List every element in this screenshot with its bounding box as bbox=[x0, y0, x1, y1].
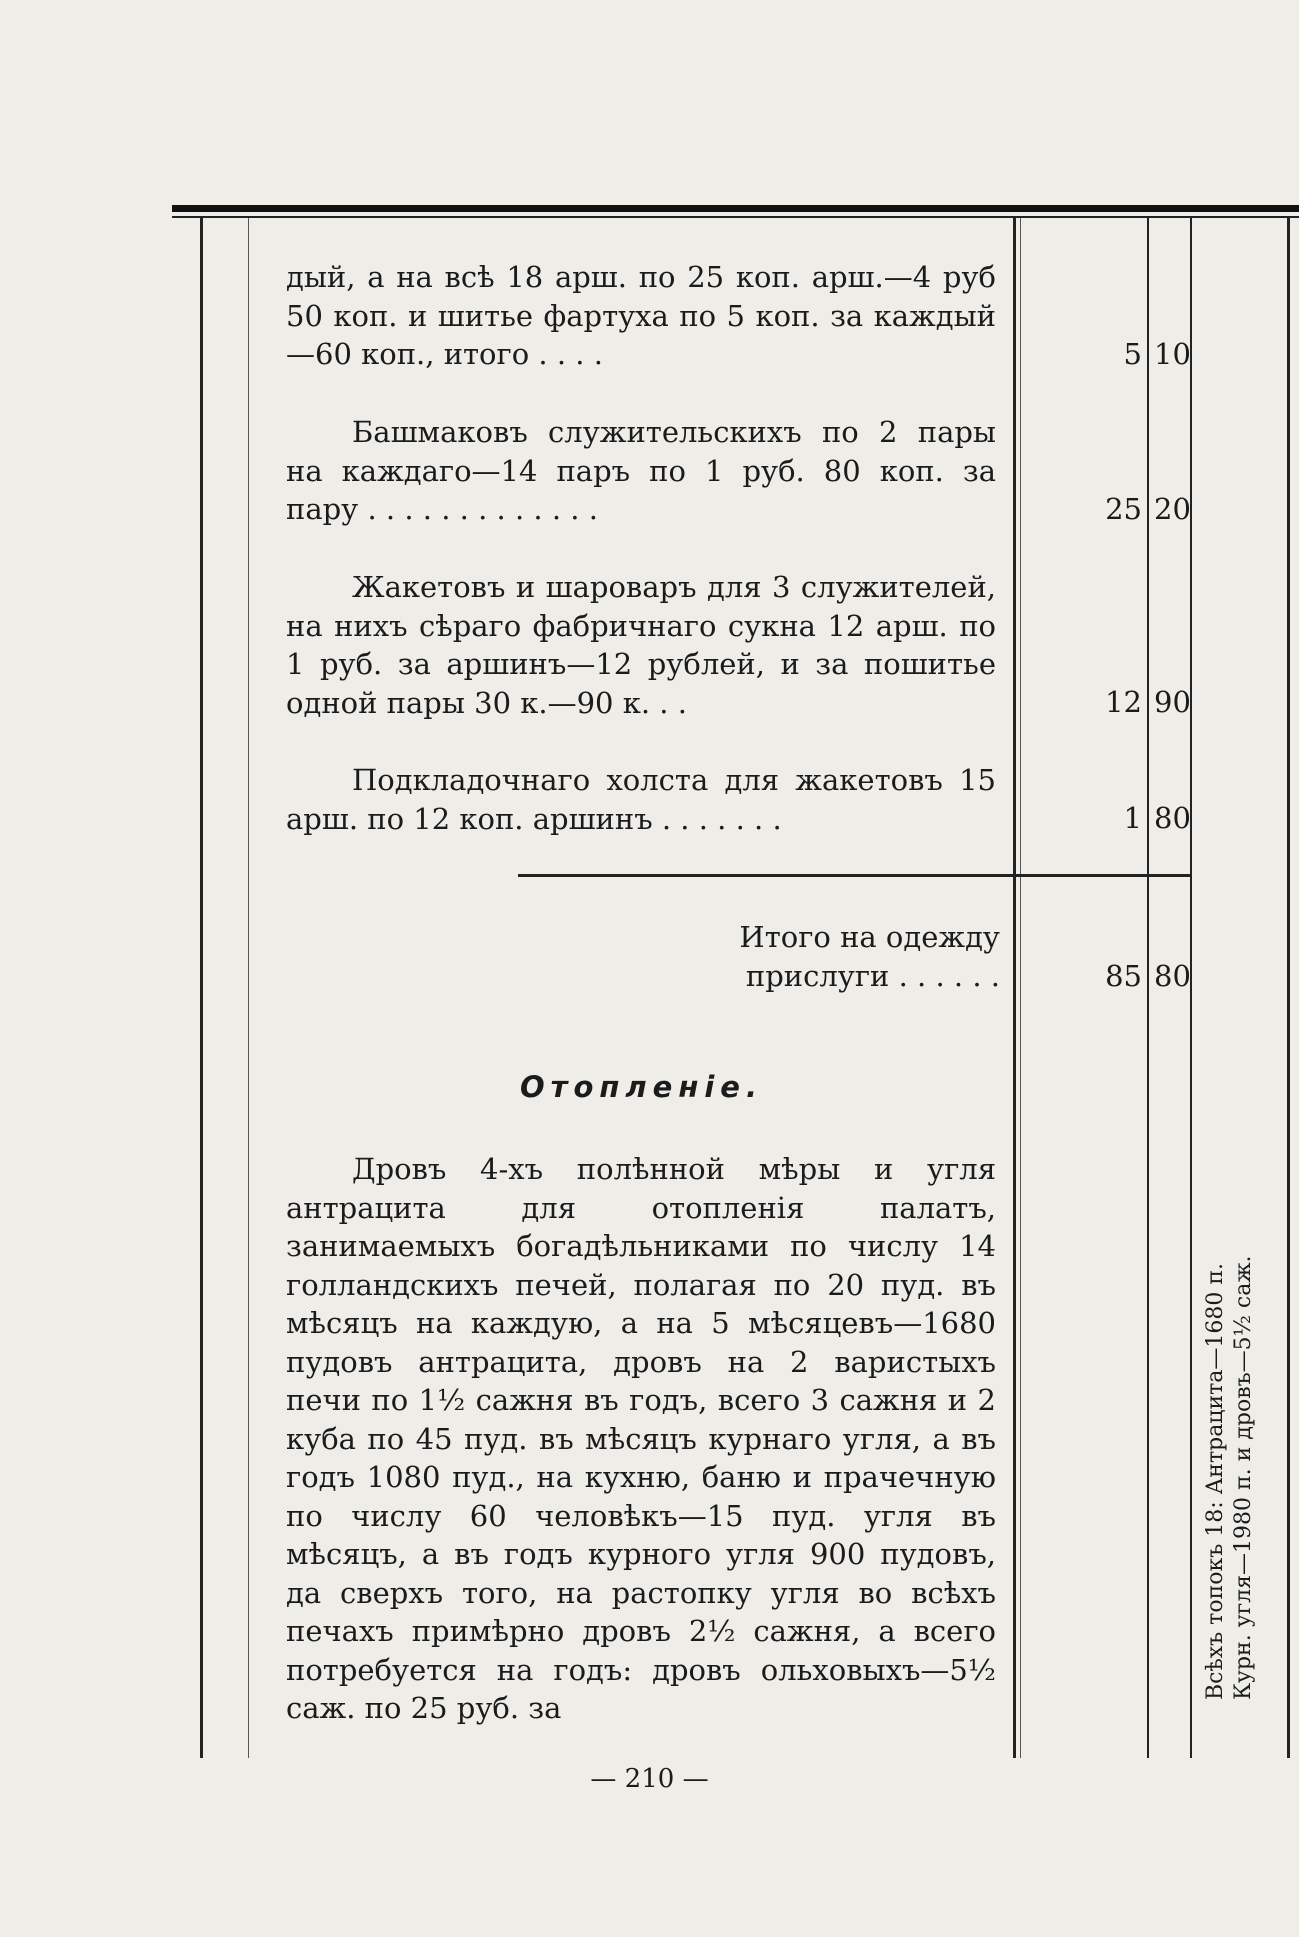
subtotal-rule bbox=[518, 874, 1191, 877]
subtotal-kopecks: 80 bbox=[1154, 959, 1191, 993]
entry-4-rubles: 1 bbox=[1123, 801, 1142, 835]
entry-1-rubles: 5 bbox=[1123, 337, 1142, 371]
column-rule-amount-left bbox=[1013, 218, 1016, 1758]
margin-note bbox=[1202, 1230, 1258, 1700]
margin-note-line-2: Курн. угля—1980 п. и дровъ—5½ саж. bbox=[1231, 1255, 1256, 1700]
heating-paragraph: Дровъ 4-хъ полѣнной мѣры и угля антрацита для отопленія палатъ, занимаемыхъ богадѣльниками по числу 14 голландскихъ печей, полагая по 20 пуд. въ мѣсяцъ на каждую, а на 5 мѣсяцевъ—1680 пудовъ антрацита, дровъ на 2 варистыхъ печи по 1½ сажня въ годъ, всего 3 сажня и 2 куба по 45 пуд. въ мѣсяцъ курнаго угля, а въ годъ 1080 пуд., на кухню, баню и прачечную по числу 60 человѣкъ—15 пуд. угля въ мѣсяцъ, а въ годъ курного угля 900 пудовъ, да сверхъ того, на растопку угля во всѣхъ печахъ примѣрно дровъ 2½ сажня, а всего потребуется на годъ: дровъ ольховыхъ—5½ саж. по 25 руб. за bbox=[286, 1152, 996, 1725]
entry-2-kopecks: 20 bbox=[1154, 492, 1191, 526]
entry-2-rubles: 25 bbox=[1105, 492, 1142, 526]
entry-1-lines: дый, а на всѣ 18 арш. по 25 коп. арш.—4 руб 50 коп. и шитье фартуха по 5 коп. за каждый—60 коп., итого . . . . bbox=[286, 260, 996, 371]
entry-3-rubles: 12 bbox=[1105, 685, 1142, 719]
entry-4-lines: Подкладочнаго холста для жакетовъ 15 арш. по 12 коп. аршинъ . . . . . . . bbox=[286, 763, 996, 836]
page-number: — 210 — bbox=[590, 1764, 709, 1794]
top-rule bbox=[172, 205, 1299, 212]
entry-3-lines: Жакетовъ и шароваръ для 3 служителей, на нихъ сѣраго фабричнаго сукна 12 арш. по 1 руб. за аршинъ—12 рублей, и за пошитье одной пары 30 к.—90 к. . . bbox=[286, 570, 996, 720]
entry-2-lines: Башмаковъ служительскихъ по 2 пары на каждаго—14 паръ по 1 руб. 80 коп. за пару . . . . . . . . . . . . . bbox=[286, 415, 996, 526]
entry-3-kopecks: 90 bbox=[1154, 685, 1191, 719]
entry-1-kopecks: 10 bbox=[1154, 337, 1191, 371]
subtotal-rubles: 85 bbox=[1105, 959, 1142, 993]
subtotal-label: Итого на одежду прислуги . . . . . . bbox=[739, 920, 1000, 993]
top-rule-thin bbox=[172, 216, 1299, 218]
column-rule-right-outer bbox=[1287, 218, 1290, 1758]
column-rule-amount-left-inner bbox=[1020, 218, 1021, 1758]
entry-4-kopecks: 80 bbox=[1154, 801, 1191, 835]
margin-note-line-1: Всѣхъ топокъ 18: Антрацита—1680 п. bbox=[1203, 1262, 1228, 1700]
heating-text bbox=[286, 1150, 996, 1728]
column-rule-left-inner bbox=[248, 218, 249, 1758]
column-rule-kopecks bbox=[1147, 218, 1149, 1758]
entry-text-3 bbox=[286, 568, 996, 722]
column-rule-left bbox=[200, 218, 203, 1758]
entry-text-4 bbox=[286, 761, 996, 838]
section-heading: Отопленіе. bbox=[520, 1070, 763, 1104]
entry-text-1 bbox=[286, 258, 996, 374]
entry-text-2 bbox=[286, 413, 996, 529]
